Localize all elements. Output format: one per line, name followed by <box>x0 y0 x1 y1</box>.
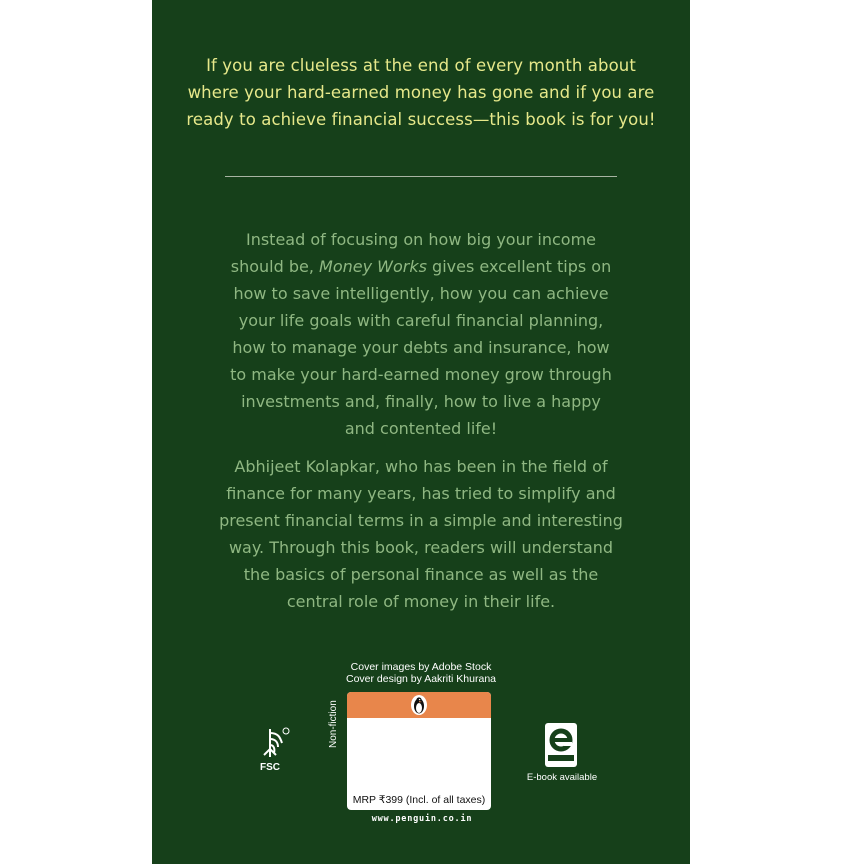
description-line: Abhijeet Kolapkar, who has been in the field of <box>234 457 608 476</box>
description-text: gives excellent tips on <box>426 257 612 276</box>
price-panel <box>347 692 491 810</box>
description-line: and contented life! <box>344 419 498 438</box>
tagline-line: where your hard-earned money has gone and if you are <box>187 83 655 102</box>
description-line: Instead of focusing on how big your income <box>245 230 596 249</box>
book-title: Money Works <box>319 257 427 276</box>
description-line: the basics of personal finance as well as the <box>243 565 599 584</box>
description-text: should be, <box>230 257 320 276</box>
description-line: way. Through this book, readers will understand <box>228 538 614 557</box>
cover-design-credit: Cover design by Aakriti Khurana <box>346 673 496 685</box>
tagline <box>152 52 690 133</box>
tagline-line: If you are clueless at the end of every month about <box>206 56 636 75</box>
ebook-e-icon <box>544 722 578 768</box>
cover-credits <box>332 661 510 685</box>
description-paragraph-2 <box>152 453 690 615</box>
penguin-logo-icon <box>409 694 429 716</box>
description-line: central role of money in their life. <box>286 592 556 611</box>
ebook-label: E-book available <box>526 772 598 783</box>
description-paragraph-1 <box>152 226 690 442</box>
fsc-label: FSC <box>260 762 280 773</box>
fsc-logo-icon <box>256 725 296 773</box>
description-line: present financial terms in a simple and interesting <box>219 511 623 530</box>
description-line: investments and, finally, how to live a happy <box>241 392 601 411</box>
description-line: your life goals with careful financial planning, <box>238 311 604 330</box>
publisher-website: www.penguin.co.in <box>371 814 473 824</box>
category-label: Non-fiction <box>328 700 339 748</box>
cover-images-credit: Cover images by Adobe Stock <box>350 661 492 673</box>
publisher-band <box>347 692 491 718</box>
description-line: how to save intelligently, how you can achieve <box>233 284 609 303</box>
back-cover <box>152 0 690 864</box>
description-line: to make your hard-earned money grow through <box>230 365 612 384</box>
price-label: MRP ₹399 (Incl. of all taxes) <box>352 794 486 806</box>
description-line: how to manage your debts and insurance, how <box>232 338 610 357</box>
description-line <box>152 253 690 280</box>
description-line: finance for many years, has tried to simplify and <box>226 484 616 503</box>
tagline-line: ready to achieve financial success—this book is for you! <box>186 110 656 129</box>
divider <box>225 176 617 177</box>
